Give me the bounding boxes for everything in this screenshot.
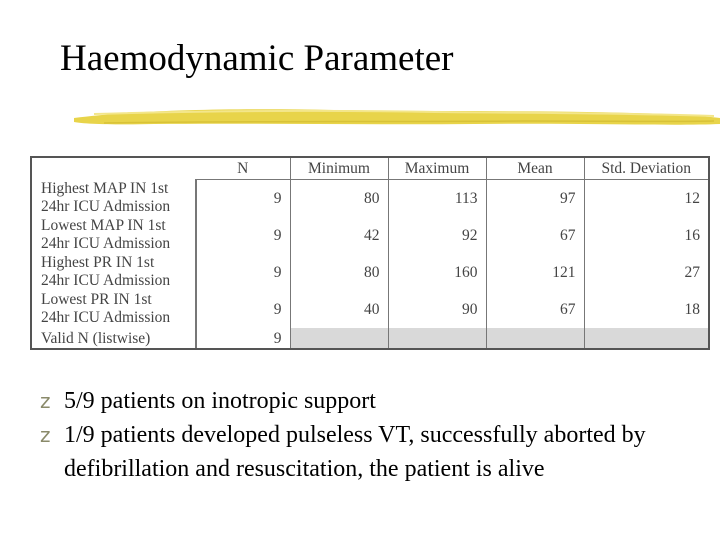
bullet-marker-icon: z bbox=[40, 423, 51, 447]
table-row bbox=[32, 217, 708, 254]
cell-n: 9 bbox=[273, 189, 282, 207]
stub-header bbox=[32, 158, 196, 180]
cell-minimum: 40 bbox=[290, 291, 388, 328]
slide-title: Haemodynamic Parameter bbox=[60, 38, 454, 79]
table-row bbox=[32, 254, 708, 291]
bullet-text: 5/9 patients on inotropic support bbox=[64, 388, 376, 414]
cell-maximum: 113 bbox=[388, 180, 486, 218]
cell-mean: 67 bbox=[486, 217, 584, 254]
row-label: Highest MAP IN 1st 24hr ICU Admission bbox=[32, 180, 196, 218]
bullet-item bbox=[40, 384, 680, 418]
table-row bbox=[32, 291, 708, 328]
cell-minimum: 80 bbox=[290, 180, 388, 218]
row-label: Valid N (listwise) bbox=[32, 328, 196, 350]
bullet-text: 1/9 patients developed pulseless VT, successfully aborted by defibrillation and resuscitation, the patient is alive bbox=[64, 422, 646, 482]
col-header-minimum: Minimum bbox=[290, 158, 388, 180]
cell-std-deviation: 27 bbox=[584, 254, 708, 291]
col-header-std-deviation: Std. Deviation bbox=[584, 158, 708, 180]
cell-std-deviation: 18 bbox=[584, 291, 708, 328]
cell-std-deviation-empty bbox=[584, 328, 708, 350]
bullet-list bbox=[40, 384, 680, 486]
cell-n: 9 bbox=[273, 263, 282, 281]
cell-mean: 121 bbox=[486, 254, 584, 291]
col-header-maximum: Maximum bbox=[388, 158, 486, 180]
cell-maximum: 160 bbox=[388, 254, 486, 291]
cell-mean: 97 bbox=[486, 180, 584, 218]
cell-n: 9 bbox=[273, 330, 282, 347]
row-label: Lowest PR IN 1st 24hr ICU Admission bbox=[32, 291, 196, 328]
title-underline-brushstroke bbox=[74, 104, 720, 130]
cell-maximum: 92 bbox=[388, 217, 486, 254]
row-label: Lowest MAP IN 1st 24hr ICU Admission bbox=[32, 217, 196, 254]
cell-maximum: 90 bbox=[388, 291, 486, 328]
col-header-n: N bbox=[196, 158, 290, 180]
cell-minimum-empty bbox=[290, 328, 388, 350]
cell-maximum-empty bbox=[388, 328, 486, 350]
cell-n: 9 bbox=[273, 300, 282, 318]
descriptive-statistics-table bbox=[30, 156, 710, 350]
bullet-marker-icon: z bbox=[40, 389, 51, 413]
table-row bbox=[32, 328, 708, 350]
col-header-mean: Mean bbox=[486, 158, 584, 180]
cell-n: 9 bbox=[273, 226, 282, 244]
cell-mean: 67 bbox=[486, 291, 584, 328]
cell-mean-empty bbox=[486, 328, 584, 350]
row-label: Highest PR IN 1st 24hr ICU Admission bbox=[32, 254, 196, 291]
bullet-item bbox=[40, 418, 680, 486]
cell-std-deviation: 12 bbox=[584, 180, 708, 218]
cell-minimum: 42 bbox=[290, 217, 388, 254]
cell-minimum: 80 bbox=[290, 254, 388, 291]
table-row bbox=[32, 180, 708, 218]
cell-std-deviation: 16 bbox=[584, 217, 708, 254]
